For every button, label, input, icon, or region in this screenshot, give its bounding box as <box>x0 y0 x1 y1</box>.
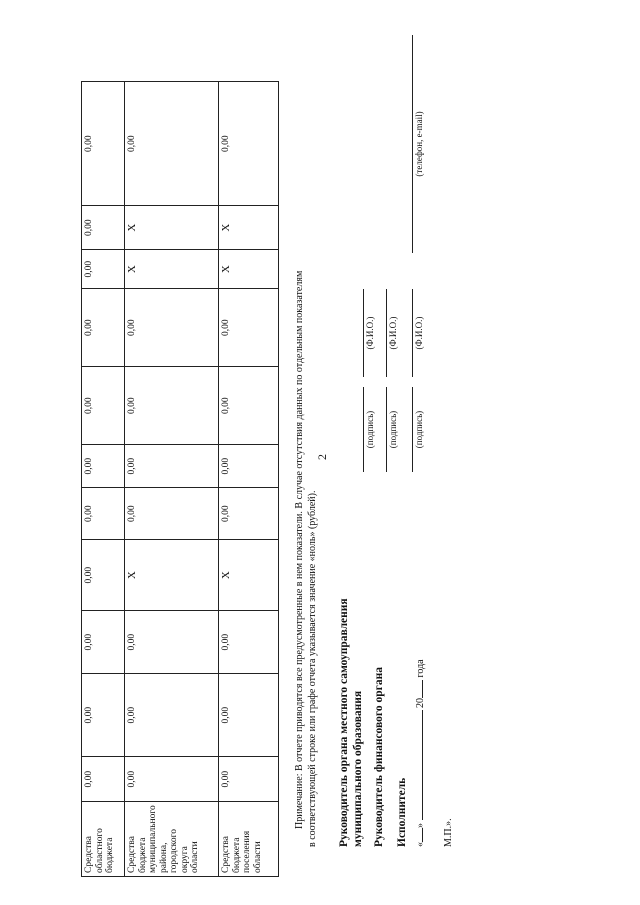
row-label-settlement-budget <box>219 802 279 877</box>
table-cell: 0,00 <box>125 289 219 367</box>
table-cell: 0,00 <box>82 540 125 611</box>
table-cell: 0,00 <box>219 367 279 445</box>
date-line <box>415 659 426 847</box>
name-caption: (Ф.И.О.) <box>414 316 424 350</box>
table-cell: 0,00 <box>219 445 279 488</box>
table-cell: 0,00 <box>125 367 219 445</box>
table-cell: 0,00 <box>82 445 125 488</box>
label-line: округа <box>179 846 190 873</box>
head-name-line <box>363 289 364 377</box>
table-cell: 0,00 <box>125 757 219 802</box>
name-caption: (Ф.И.О.) <box>365 316 375 350</box>
finance-head-title: Руководитель финансового органа <box>373 667 385 847</box>
table-cell: 0,00 <box>82 289 125 367</box>
table-cell: X <box>125 250 219 289</box>
footnote <box>293 37 319 847</box>
finance-signature-line <box>386 387 387 472</box>
title-line: Руководитель органа местного самоуправления <box>338 598 350 847</box>
table-cell: 0,00 <box>82 611 125 674</box>
label-line: области <box>190 841 200 873</box>
name-caption: (Ф.И.О.) <box>388 316 398 350</box>
head-of-administration-title <box>337 598 365 847</box>
label-line: областного <box>94 828 105 873</box>
executor-signature-line <box>412 387 413 472</box>
year-suffix: года <box>415 659 426 678</box>
table-cell: 0,00 <box>82 250 125 289</box>
table-cell: 0,00 <box>219 82 279 206</box>
label-line: Средства <box>221 836 231 873</box>
executor-contact-line <box>412 35 413 253</box>
head-signature-line <box>363 387 364 472</box>
table-cell: X <box>219 206 279 250</box>
table-cell: 0,00 <box>82 206 125 250</box>
close-quote: » <box>415 823 426 828</box>
table-cell: 0,00 <box>219 674 279 757</box>
table-cell: 0,00 <box>219 611 279 674</box>
signature-caption: (подпись) <box>414 410 424 449</box>
page-number: 2 <box>315 454 329 460</box>
open-quote: « <box>415 842 426 847</box>
label-line: поселения <box>242 830 252 873</box>
executor-title: Исполнитель <box>396 777 408 847</box>
finance-name-line <box>386 289 387 377</box>
rotated-document <box>81 4 471 877</box>
table-cell: 0,00 <box>82 488 125 540</box>
label-line: бюджета <box>105 837 115 873</box>
year-prefix: 20 <box>415 698 426 708</box>
row-label-municipal-budget <box>125 802 219 877</box>
table-cell: 0,00 <box>82 82 125 206</box>
label-line: бюджета <box>231 837 242 873</box>
table-cell: 0,00 <box>125 445 219 488</box>
table-row <box>219 82 279 877</box>
table-cell: X <box>125 206 219 250</box>
table-cell: 0,00 <box>82 674 125 757</box>
stamp-placeholder: М.П.». <box>443 818 454 847</box>
table-row <box>82 82 125 877</box>
table-cell: 0,00 <box>82 757 125 802</box>
table-cell: 0,00 <box>125 611 219 674</box>
table-cell: 0,00 <box>219 289 279 367</box>
contact-caption: (телефон, e-mail) <box>414 111 424 177</box>
signature-caption: (подпись) <box>365 410 375 449</box>
table-cell: X <box>219 540 279 611</box>
row-label-regional-budget <box>82 802 125 877</box>
budget-table <box>81 81 279 877</box>
title-line: муниципального образования <box>352 690 364 847</box>
label-line: Средства <box>84 836 94 873</box>
table-cell: 0,00 <box>219 757 279 802</box>
table-row <box>125 82 219 877</box>
table-cell: 0,00 <box>82 367 125 445</box>
label-line: бюджета <box>137 837 148 873</box>
table-cell: 0,00 <box>219 488 279 540</box>
label-line: области <box>252 841 263 873</box>
label-line: городского <box>169 829 179 873</box>
executor-name-line <box>412 289 413 377</box>
table-cell: X <box>125 540 219 611</box>
label-line: района, <box>158 842 169 873</box>
signature-caption: (подпись) <box>388 410 398 449</box>
table-cell: 0,00 <box>125 82 219 206</box>
label-line: Средства <box>127 836 137 873</box>
table-cell: 0,00 <box>125 488 219 540</box>
table-cell: 0,00 <box>125 674 219 757</box>
table-cell: X <box>219 250 279 289</box>
footnote-line: в соответствующей строке или графе отчета указывается значение «ноль» (рублей). <box>307 490 318 847</box>
footnote-line: Примечание: В отчете приводятся все предусмотренные в нем показатели. В случае отсутствия данных по отдельным показателям <box>294 270 305 829</box>
label-line: муниципального <box>148 805 158 873</box>
